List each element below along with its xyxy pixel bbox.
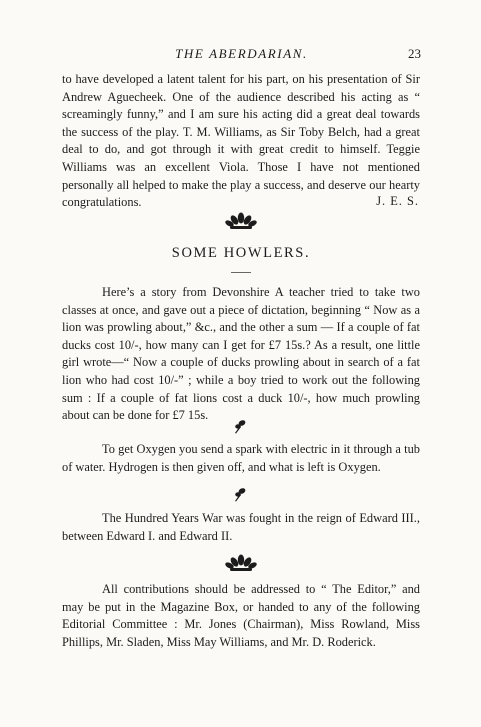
page-header — [62, 46, 421, 64]
running-title: THE ABERDARIAN. — [175, 46, 308, 61]
leaf-ornament-icon — [232, 486, 248, 502]
review-continuation: to have developed a latent talent for his part, on his presentation of Sir Andrew Aguecheek. One of the audience described his acting as “ screamingly funny,” and I am sure his acting did a great deal towards the success of the play. T. M. Williams, as Sir Toby Belch, had a great deal to do, and got through it with great credit to himself. Teggie Williams was an excellent Viola. Those I have not mentioned personally all helped to make the play a success, and deserve our hearty congratulations. — [62, 72, 420, 210]
howler-paragraph: Here’s a story from Devonshire A teacher tried to take two classes at once, and gave out a piece of dictation, beginning “ Now as a lion was prowling about,” &c., and the other a sum — If a couple of fat ducks cost 10/-, how many can I get for £7 15s.? As a result, one little girl wrote—“ Now a couple of ducks prowling about in search of a fat lion who had cost 10/-” ; while a boy tried to work out the following sum : If a couple of fat lions cost a duck 10/-, how much prowling about can be done for £7 15s. — [62, 285, 420, 423]
howler-paragraph: The Hundred Years War was fought in the reign of Edward III., between Edward I. and Edward II. — [62, 511, 420, 543]
title-rule — [231, 272, 251, 273]
howler-paragraph: To get Oxygen you send a spark with electric in it through a tub of water. Hydrogen is then given off, and what is left is Oxygen. — [62, 442, 420, 474]
section-title: SOME HOWLERS. — [171, 245, 311, 261]
page-number: 23 — [408, 46, 421, 61]
fan-ornament-icon — [224, 212, 258, 230]
fan-ornament-icon — [224, 554, 258, 572]
editorial-notice: All contributions should be addressed to “ The Editor,” and may be put in the Magazine Box, or handed to any of the following Editorial Committee : Mr. Jones (Chairman), Miss Rowland, Miss Phillips, Mr. Sladen, Miss May Williams, and Mr. D. Roderick. — [62, 582, 420, 649]
leaf-ornament-icon — [232, 418, 248, 434]
signature: J. E. S. — [376, 194, 419, 208]
